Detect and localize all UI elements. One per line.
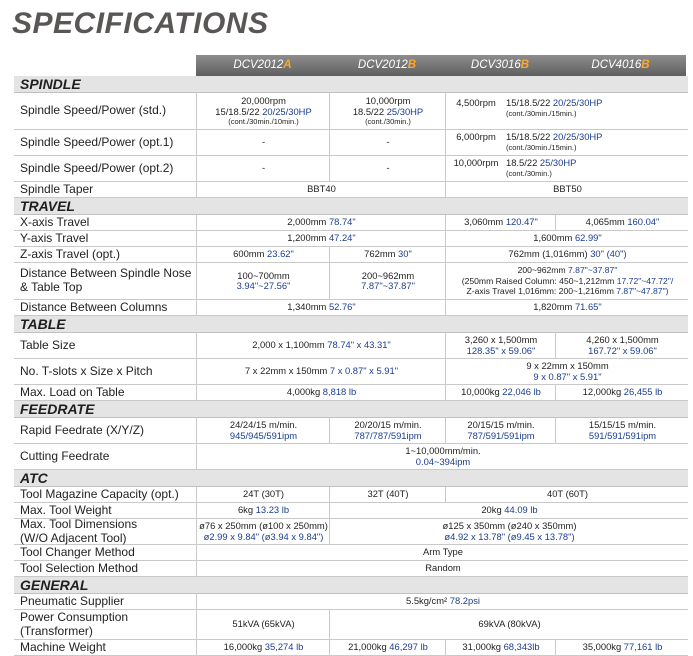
row-spindle-speed-opt2 [14,156,688,182]
section-heading: SPINDLE [20,76,81,92]
section-heading: TRAVEL [20,198,75,214]
cell-b: 21,000kg 46,297 lb [329,640,446,655]
cell-b: 200~962mm 7.87"~37.87" [329,263,446,299]
row-label: Distance Between Spindle Nose & Table Top [20,266,192,294]
spec-table [14,76,688,656]
cell-cd: 40T (60T) [445,487,689,502]
cell-a: 24/24/15 m/min. 945/945/591ipm [196,418,330,443]
section-heading: TABLE [20,316,66,332]
cell-all: 5.5kg/cm² 78.2psi [196,594,689,609]
cell-c: 10,000kg 22,046 lb [445,385,556,400]
row-pneumatic-supplier [14,594,688,610]
row-distance-between-columns [14,300,688,316]
section-general [14,577,688,594]
section-heading: GENERAL [20,577,89,593]
row-label: Rapid Feedrate (X/Y/Z) [20,422,145,437]
cell-all: Arm Type [196,545,689,560]
row-max-tool-dimensions [14,516,688,545]
cell-bcd: 20kg 44.09 lb [329,503,689,518]
cell-a: ø76 x 250mm (ø100 x 250mm) ø2.99 x 9.84" (ø3.94 x 9.84") [196,519,330,544]
row-label: Cutting Feedrate [20,448,110,463]
cell-a: 100~700mm 3.94"~27.56" [196,263,330,299]
cell-cd: 9 x 22mm x 150mm 9 x 0.87" x 5.91" [445,359,689,384]
cell-b: 762mm 30" [329,247,446,262]
cell-ab: 1,200mm 47.24" [196,231,446,246]
cell-cd: BBT50 [445,182,689,197]
row-label: Z-axis Travel (opt.) [20,246,121,261]
page-title: SPECIFICATIONS [12,7,269,40]
cell-d: 35,000kg 77,161 lb [555,640,689,655]
section-heading: ATC [20,470,48,486]
cell-a: - [196,156,330,181]
section-spindle [14,76,688,93]
row-spindle-taper [14,182,688,198]
section-heading: FEEDRATE [20,401,95,417]
row-t-slots [14,359,688,385]
row-label: Y-axis Travel [20,230,89,245]
row-spindle-speed-std [14,93,688,130]
row-label: Machine Weight [20,639,106,654]
row-label: Tool Changer Method [20,544,135,559]
cell-b: - [329,156,446,181]
row-label: Spindle Speed/Power (opt.2) [20,160,174,175]
section-table [14,316,688,333]
row-machine-weight [14,640,688,656]
cell-cd: 4,500rpm 15/18.5/22 20/25/30HP (cont./30min./15min.) [445,93,688,129]
row-label: Power Consumption (Transformer) [20,609,129,638]
cell-cd: 1,820mm 71.65" [445,300,689,315]
cell-c: 31,000kg 68,343lb [445,640,556,655]
row-label: Pneumatic Supplier [20,593,125,608]
row-label: No. T-slots x Size x Pitch [20,363,153,378]
model-header-dcv3016b: DCV3016B [470,59,530,71]
cell-b: - [329,130,446,155]
cell-a: 6kg 13.23 lb [196,503,330,518]
row-label: Max. Tool Weight [20,502,112,517]
cell-a: - [196,130,330,155]
cell-c: 20/15/15 m/min. 787/591/591ipm [445,418,556,443]
cell-a: 16,000kg 35,274 lb [196,640,330,655]
cell-cd: 6,000rpm 15/18.5/22 20/25/30HP (cont./30min./15min.) [445,130,688,155]
cell-ab: 1,340mm 52.76" [196,300,446,315]
row-label: Max. Tool Dimensions (W/O Adjacent Tool) [20,516,138,545]
model-header-dcv2012b: DCV2012B [357,59,417,71]
cell-c: 3,060mm 120.47" [445,215,556,230]
cell-b: 20/20/15 m/min. 787/787/591ipm [329,418,446,443]
row-cutting-feedrate [14,444,688,470]
cell-bcd: ø125 x 350mm (ø240 x 350mm) ø4.92 x 13.78" (ø9.45 x 13.78") [329,519,689,544]
model-header-dcv2012a: DCV2012A [233,59,292,71]
row-spindle-nose-distance [14,263,688,300]
cell-cd: 200~962mm 7.87"~37.87" (250mm Raised Column: 450~1,212mm 17.72"~47.72"/ Z-axis Travel 1,016mm: 200~1,216mm 7.87"~47.87") [445,263,689,299]
cell-all: Random [196,561,689,576]
cell-b: 32T (40T) [329,487,446,502]
row-x-axis-travel [14,215,688,231]
row-label: Table Size [20,337,76,352]
cell-a: 20,000rpm 15/18.5/22 20/25/30HP (cont./30min./10min.) [196,93,330,129]
section-feedrate [14,401,688,418]
cell-a: 600mm 23.62" [196,247,330,262]
cell-bcd: 69kVA (80kVA) [329,610,689,639]
cell-d: 15/15/15 m/min. 591/591/591ipm [555,418,689,443]
row-tool-changer-method [14,545,688,561]
cell-d: 4,065mm 160.04" [555,215,689,230]
row-label: Tool Selection Method [20,560,139,575]
cell-ab: 4,000kg 8,818 lb [196,385,446,400]
row-label: Spindle Speed/Power (opt.1) [20,134,174,149]
cell-d: 12,000kg 26,455 lb [555,385,689,400]
row-label: Spindle Taper [20,181,94,196]
cell-cd: 10,000rpm 18.5/22 25/30HP (cont./30min.) [445,156,688,181]
row-label: X-axis Travel [20,214,90,229]
cell-b: 10,000rpm 18.5/22 25/30HP (cont./30min.) [329,93,446,129]
cell-ab: 2,000 x 1,100mm 78.74" x 43.31" [196,333,446,358]
cell-d: 4,260 x 1,500mm 167.72" x 59.06" [555,333,689,358]
cell-c: 3,260 x 1,500mm 128.35" x 59.06" [445,333,556,358]
row-tool-selection-method [14,561,688,577]
cell-all: 1~10,000mm/min. 0.04~394ipm [196,444,689,469]
model-header-bar [196,55,686,76]
row-spindle-speed-opt1 [14,130,688,156]
row-label: Distance Between Columns [20,299,168,314]
cell-cd: 1,600mm 62.99" [445,231,689,246]
row-label: Tool Magazine Capacity (opt.) [20,486,179,501]
row-table-size [14,333,688,359]
row-max-load [14,385,688,401]
row-label: Spindle Speed/Power (std.) [20,103,167,118]
row-power-consumption [14,610,688,640]
cell-ab: 2,000mm 78.74" [196,215,446,230]
row-z-axis-travel [14,247,688,263]
section-travel [14,198,688,215]
row-rapid-feedrate [14,418,688,444]
cell-cd: 762mm (1,016mm) 30" (40") [445,247,689,262]
cell-a: 24T (30T) [196,487,330,502]
row-tool-magazine [14,487,688,503]
model-header-dcv4016b: DCV4016B [591,59,650,71]
section-atc [14,470,688,487]
cell-ab: 7 x 22mm x 150mm 7 x 0.87" x 5.91" [196,359,446,384]
row-label: Max. Load on Table [20,384,125,399]
row-y-axis-travel [14,231,688,247]
cell-ab: BBT40 [196,182,446,197]
cell-a: 51kVA (65kVA) [196,610,330,639]
